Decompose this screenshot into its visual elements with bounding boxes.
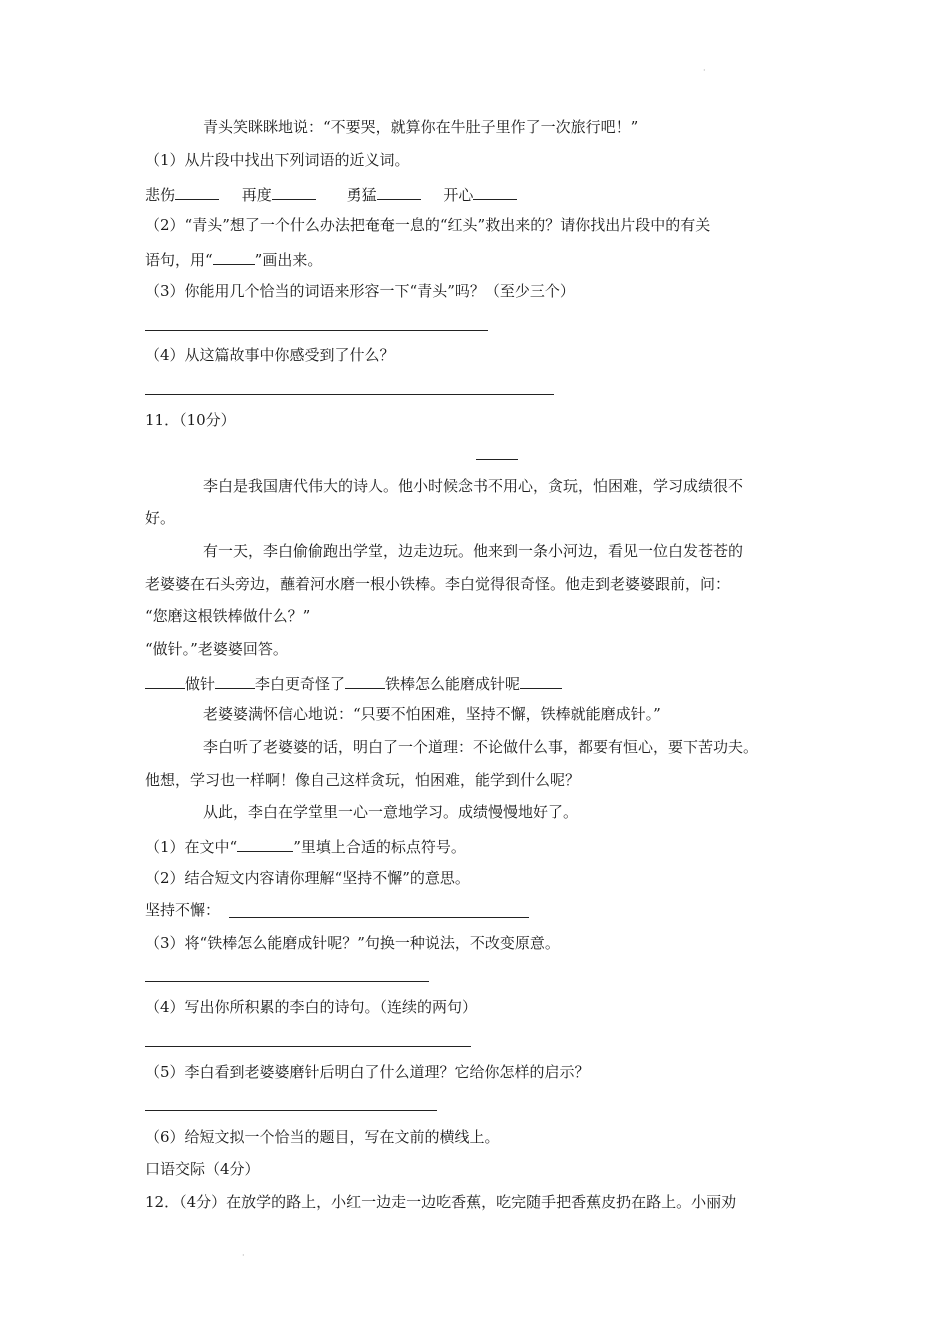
synonym-word-4: 开心 — [443, 186, 474, 204]
q11-para1-line2: 好。 — [145, 509, 176, 527]
q10-sub1: （1）从片段中找出下列词语的近义词。 — [145, 151, 410, 169]
q11-sub2: （2）结合短文内容请你理解“坚持不懈”的意思。 — [145, 869, 470, 887]
synonym-blank-4[interactable] — [473, 183, 517, 200]
synonym-word-2: 再度 — [241, 186, 272, 204]
punct-blank-2[interactable] — [215, 672, 255, 689]
q10-sub4: （4）从这篇故事中你感受到了什么？ — [145, 346, 395, 364]
q11-para2-line2: 老婆婆在石头旁边，蘸着河水磨一根小铁棒。李白觉得很奇怪。他走到老婆婆跟前，问： — [145, 575, 731, 593]
q10-sub2-text-a: 语句，用“ — [145, 251, 213, 269]
page-mark: · — [703, 66, 706, 75]
punct-text-1: 做针 — [185, 675, 216, 693]
synonym-blank-2[interactable] — [272, 183, 316, 200]
title-blank[interactable] — [476, 459, 518, 460]
synonym-blank-1[interactable] — [175, 183, 219, 200]
q10-synonym-row — [145, 183, 517, 205]
underline-sample — [213, 248, 255, 265]
q11-para4-line1: 李白听了老婆婆的话，明白了一个道理：不论做什么事，都要有恒心，要下苦功夫。 — [203, 738, 759, 756]
q10-sub2-text-b: ”画出来。 — [254, 251, 323, 269]
q10-sub3-answer-line[interactable] — [145, 330, 488, 331]
q12-line1: 12．（4分）在放学的路上，小红一边走一边吃香蕉，吃完随手把香蕉皮扔在路上。小丽劝 — [145, 1193, 737, 1211]
synonym-word-3: 勇猛 — [346, 186, 377, 204]
q11-sub3-answer-line[interactable] — [145, 981, 429, 982]
q11-sub3: （3）将“铁棒怎么能磨成针呢？”句换一种说法，不改变原意。 — [145, 934, 560, 952]
q11-sub1-text-b: ”里填上合适的标点符号。 — [293, 838, 466, 856]
q11-para1-line1: 李白是我国唐代伟大的诗人。他小时候念书不用心，贪玩，怕困难，学习成绩很不 — [203, 477, 744, 495]
q11-sub2-answer-line[interactable] — [229, 917, 529, 918]
q11-header: 11．（10分） — [145, 411, 236, 429]
punct-text-3: 铁棒怎么能磨成针呢 — [385, 675, 521, 693]
q10-sub4-answer-line[interactable] — [145, 394, 554, 395]
q11-sub1-text-a: （1）在文中“ — [145, 838, 238, 856]
q11-sub1-sample-blank — [237, 835, 293, 852]
q11-sub5-answer-line[interactable] — [145, 1110, 437, 1111]
q11-sub2-label: 坚持不懈： — [145, 901, 221, 919]
section-title: 口语交际（4分） — [145, 1160, 260, 1178]
punct-blank-3[interactable] — [345, 672, 385, 689]
story-last-line: 青头笑眯眯地说：“不要哭，就算你在牛肚子里作了一次旅行吧！” — [203, 118, 639, 136]
q10-sub3: （3）你能用几个恰当的词语来形容一下“青头”吗？（至少三个） — [145, 282, 575, 300]
punct-blank-1[interactable] — [145, 672, 185, 689]
q11-sub4-answer-line[interactable] — [145, 1046, 471, 1047]
q11-sub1 — [145, 835, 466, 857]
q10-sub2-line2 — [145, 248, 322, 270]
q11-sub4: （4）写出你所积累的李白的诗句。（连续的两句） — [145, 998, 478, 1016]
q11-sub5: （5）李白看到老婆婆磨针后明白了什么道理？它给你怎样的启示？ — [145, 1063, 590, 1081]
footer-mark: · — [242, 1251, 245, 1260]
q11-sub6: （6）给短文拟一个恰当的题目，写在文前的横线上。 — [145, 1128, 500, 1146]
q11-reply: “做针。”老婆婆回答。 — [145, 640, 288, 658]
q11-para5: 从此，李白在学堂里一心一意地学习。成绩慢慢地好了。 — [203, 803, 579, 821]
q11-para2-line1: 有一天，李白偷偷跑出学堂，边走边玩。他来到一条小河边，看见一位白发苍苍的 — [203, 542, 744, 560]
q11-para3: 老婆婆满怀信心地说：“只要不怕困难，坚持不懈，铁棒就能磨成针。” — [203, 705, 661, 723]
synonym-blank-3[interactable] — [377, 183, 421, 200]
punct-text-2: 李白更奇怪了 — [255, 675, 346, 693]
q10-sub2-line1: （2）“青头”想了一个什么办法把奄奄一息的“红头”救出来的？请你找出片段中的有关 — [145, 216, 711, 234]
synonym-word-1: 悲伤 — [145, 186, 176, 204]
q11-para2-line3: “您磨这根铁棒做什么？” — [145, 607, 311, 625]
q11-para4-line2: 他想，学习也一样啊！像自己这样贪玩，怕困难，能学到什么呢？ — [145, 771, 581, 789]
q11-punct-line — [145, 672, 562, 694]
punct-blank-4[interactable] — [520, 672, 562, 689]
